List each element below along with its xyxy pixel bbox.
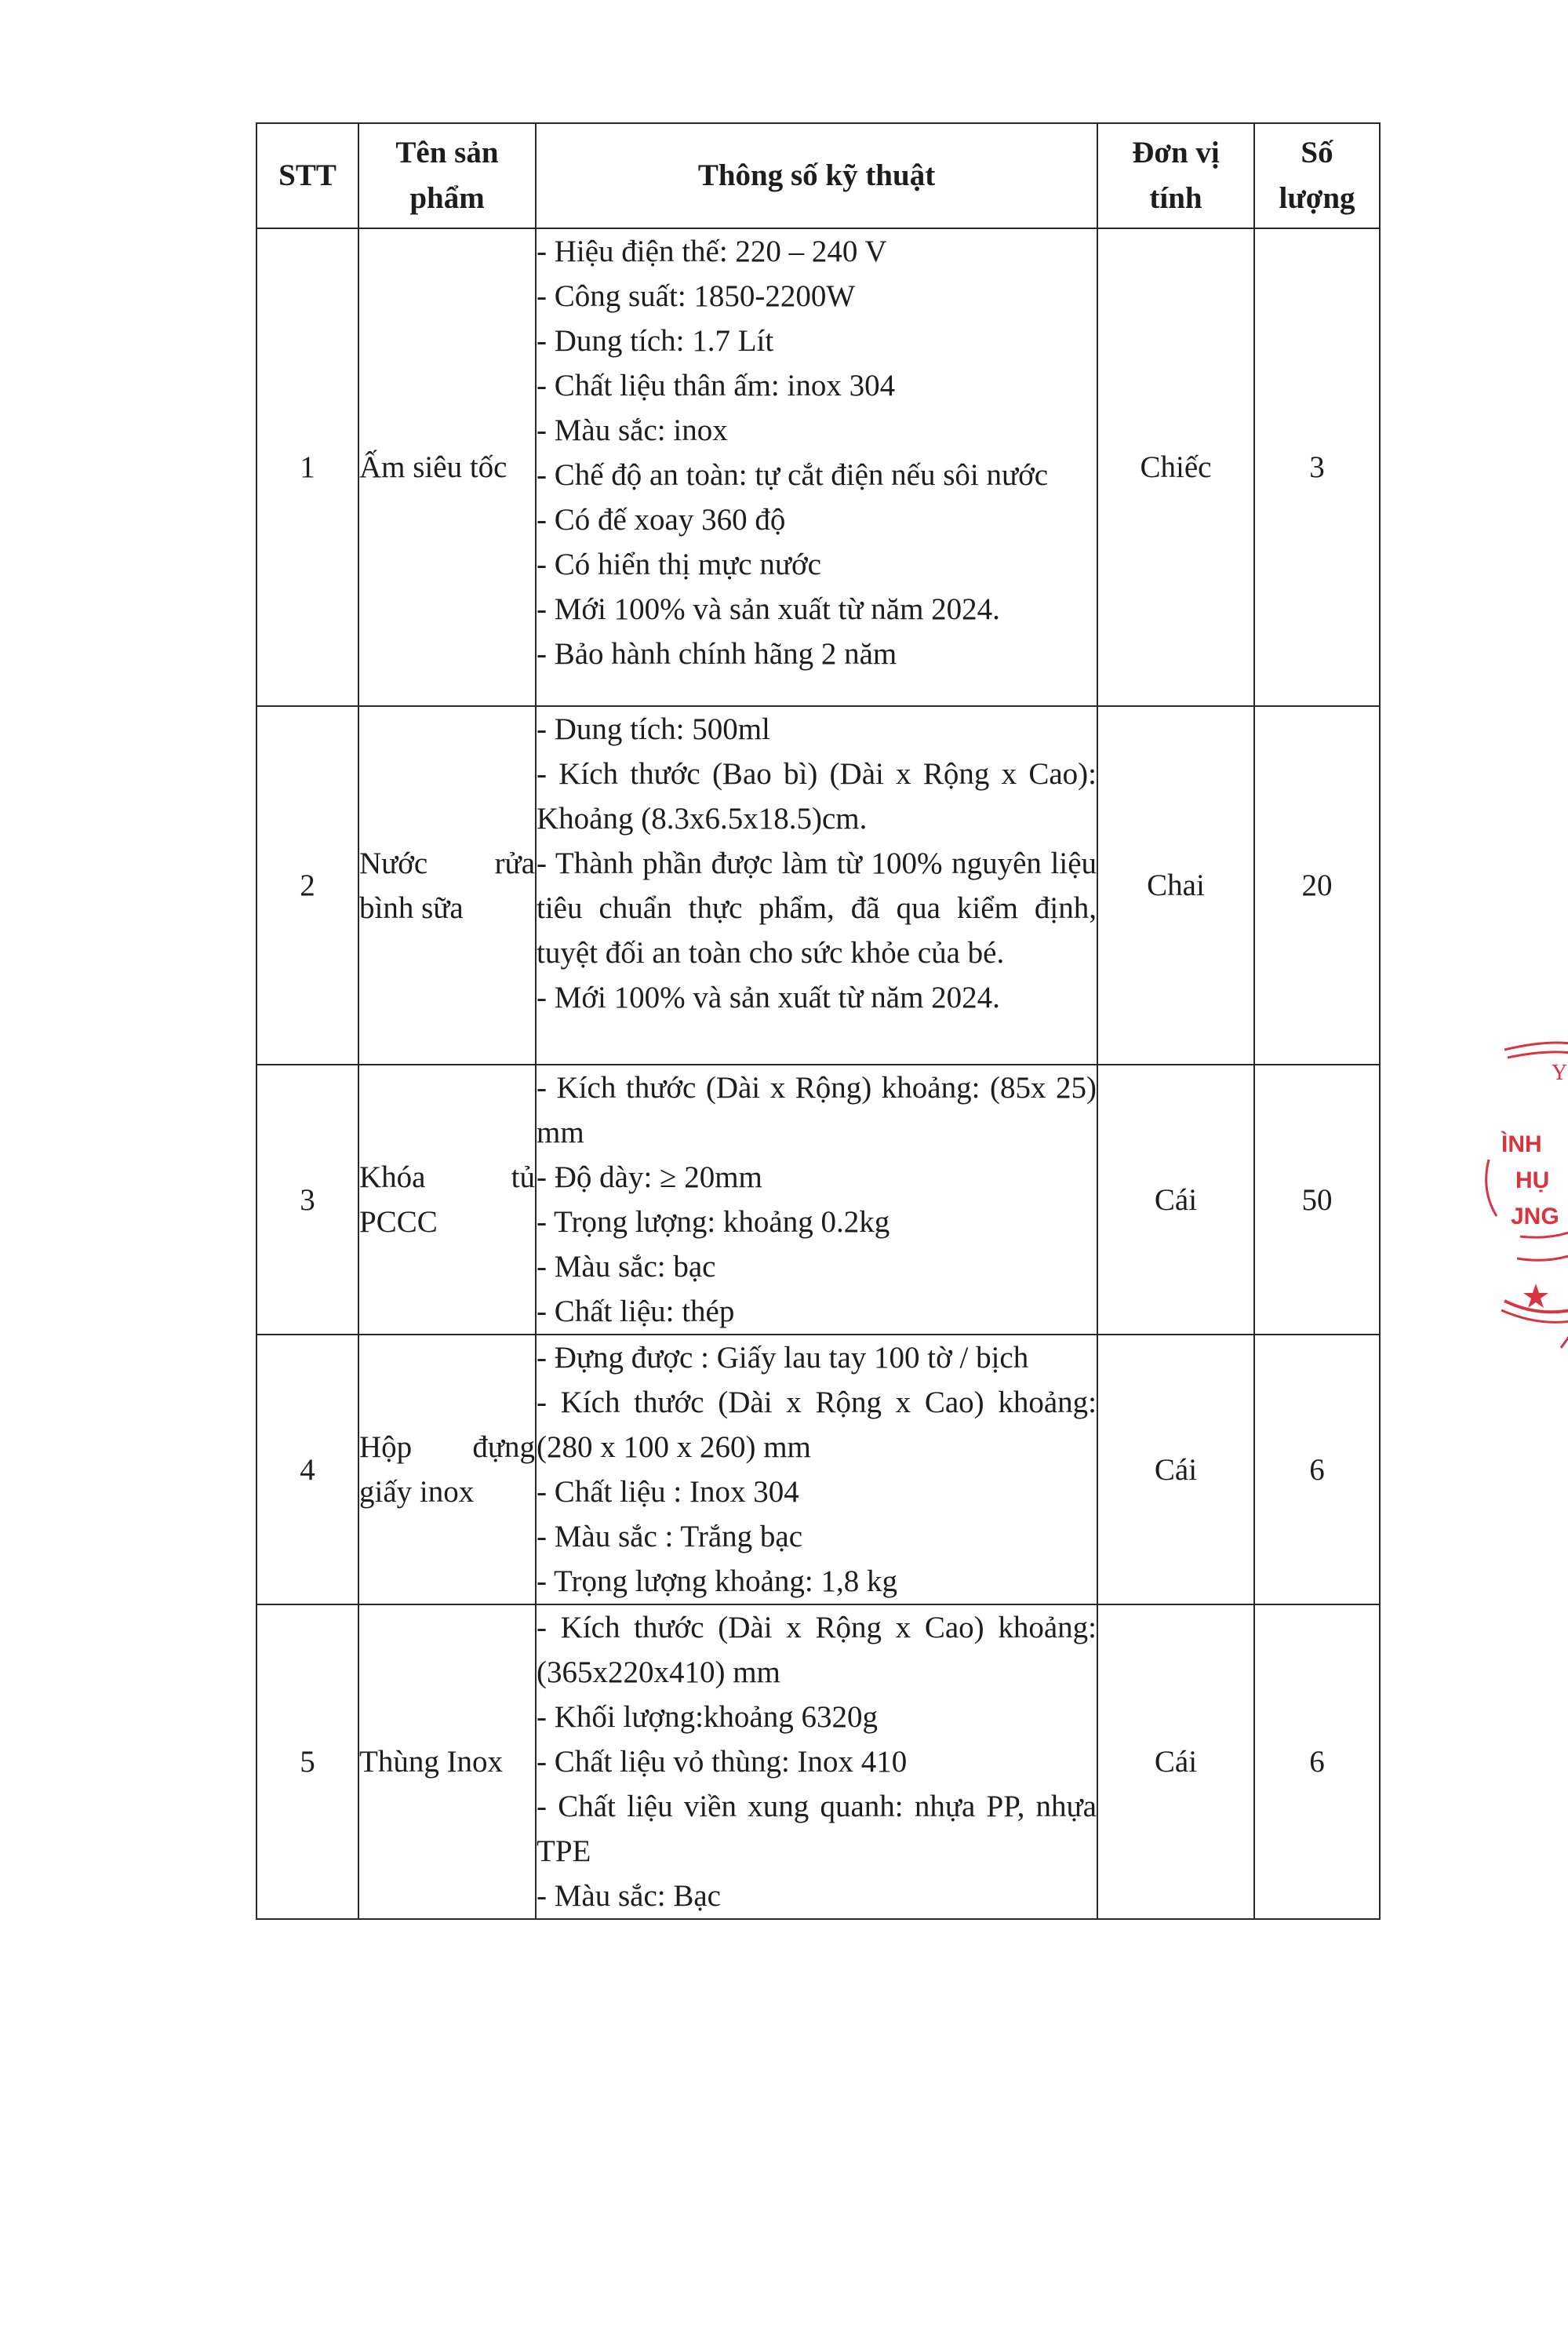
row-unit: Cái [1097, 1335, 1254, 1604]
spec-line: - Kích thước (Dài x Rộng) khoảng: (85x 25) mm [537, 1071, 1097, 1149]
product-spec-table [256, 122, 1381, 1920]
spec-line: - Chất liệu: thép [537, 1295, 735, 1328]
spec-line: - Công suất: 1850-2200W [537, 279, 856, 313]
table-row [256, 706, 1380, 1065]
seal-text-line: ÌNH [1501, 1131, 1542, 1157]
spec-line: - Chất liệu : Inox 304 [537, 1475, 799, 1509]
row-product-name [358, 1604, 536, 1919]
spec-line: - Kích thước (Dài x Rộng x Cao) khoảng: (365x220x410) mm [537, 1611, 1097, 1689]
row-quantity: 3 [1254, 228, 1380, 706]
row-quantity: 6 [1254, 1604, 1380, 1919]
spec-line: - Màu sắc: inox [537, 413, 728, 447]
product-name-text: Nước rửa bình sữa [359, 846, 535, 925]
spec-line: - Có đế xoay 360 độ [537, 503, 786, 537]
spec-list [537, 1335, 1097, 1604]
header-product-name: Tên sản phẩm [358, 123, 536, 228]
row-spec [536, 1065, 1097, 1335]
table-row [256, 1604, 1380, 1919]
row-product-name [358, 1065, 536, 1335]
spec-line: - Chế độ an toàn: tự cắt điện nếu sôi nước [537, 458, 1049, 492]
spec-line: - Chất liệu vỏ thùng: Inox 410 [537, 1745, 908, 1779]
row-stt: 1 [256, 228, 358, 706]
spec-line: - Dung tích: 1.7 Lít [537, 324, 774, 358]
row-product-name [358, 1335, 536, 1604]
row-spec [536, 1604, 1097, 1919]
row-spec [536, 1335, 1097, 1604]
spec-line: - Thành phần được làm từ 100% nguyên liệu tiêu chuẩn thực phẩm, đã qua kiểm định, tuyệt đối an toàn cho sức khỏe của bé. [537, 847, 1097, 970]
spec-line: - Chất liệu viền xung quanh: nhựa PP, nhựa TPE [537, 1790, 1097, 1868]
red-seal-fragment [1473, 1034, 1568, 1364]
spec-line: - Độ dày: ≥ 20mm [537, 1160, 762, 1194]
seal-icon [1473, 1034, 1568, 1364]
spec-line: - Bảo hành chính hãng 2 năm [537, 637, 897, 671]
table-row [256, 1335, 1380, 1604]
seal-star-icon [1523, 1284, 1548, 1308]
table-header-row [256, 123, 1380, 228]
header-stt: STT [256, 123, 358, 228]
header-unit: Đơn vị tính [1097, 123, 1254, 228]
spec-line: - Khối lượng:khoảng 6320g [537, 1700, 878, 1734]
spec-list [537, 707, 1097, 1020]
spec-line: - Màu sắc: bạc [537, 1250, 716, 1284]
spec-list [537, 229, 1097, 676]
row-stt: 2 [256, 706, 358, 1065]
seal-text-line: JNG [1511, 1204, 1559, 1229]
seal-text-line: HỤ [1515, 1167, 1550, 1193]
spec-line: - Hiệu điện thế: 220 – 240 V [537, 235, 887, 268]
row-quantity: 20 [1254, 706, 1380, 1065]
spec-line: - Mới 100% và sản xuất từ năm 2024. [537, 981, 1000, 1014]
spec-line: - Mới 100% và sản xuất từ năm 2024. [537, 592, 1000, 626]
row-unit: Chiếc [1097, 228, 1254, 706]
header-quantity: Số lượng [1254, 123, 1380, 228]
row-unit: Cái [1097, 1604, 1254, 1919]
table-row [256, 1065, 1380, 1335]
row-spec [536, 228, 1097, 706]
seal-text-line: Y [1552, 1061, 1568, 1085]
spec-line: - Trọng lượng: khoảng 0.2kg [537, 1205, 890, 1239]
product-name-text: Hộp đựng giấy inox [359, 1430, 535, 1509]
row-stt: 5 [256, 1604, 358, 1919]
spec-line: - Đựng được : Giấy lau tay 100 tờ / bịch [537, 1341, 1029, 1375]
product-name-text: Ấm siêu tốc [359, 450, 508, 484]
row-spec [536, 706, 1097, 1065]
spec-line: - Trọng lượng khoảng: 1,8 kg [537, 1564, 897, 1598]
table-row [256, 228, 1380, 706]
spec-line: - Có hiển thị mực nước [537, 548, 821, 581]
row-product-name [358, 228, 536, 706]
row-unit: Chai [1097, 706, 1254, 1065]
spec-line: - Màu sắc : Trắng bạc [537, 1520, 803, 1553]
spec-line: - Kích thước (Bao bì) (Dài x Rộng x Cao): Khoảng (8.3x6.5x18.5)cm. [537, 757, 1097, 836]
row-stt: 4 [256, 1335, 358, 1604]
spec-line: - Dung tích: 500ml [537, 712, 770, 746]
row-unit: Cái [1097, 1065, 1254, 1335]
row-stt: 3 [256, 1065, 358, 1335]
product-name-text: Khóa tủ PCCC [359, 1160, 535, 1239]
header-spec: Thông số kỹ thuật [536, 123, 1097, 228]
row-product-name [358, 706, 536, 1065]
spec-line: - Chất liệu thân ấm: inox 304 [537, 369, 896, 402]
spec-list [537, 1605, 1097, 1918]
spec-line: - Kích thước (Dài x Rộng x Cao) khoảng: (280 x 100 x 260) mm [537, 1386, 1097, 1464]
row-quantity: 50 [1254, 1065, 1380, 1335]
row-quantity: 6 [1254, 1335, 1380, 1604]
spec-list [537, 1065, 1097, 1334]
spec-line: - Màu sắc: Bạc [537, 1879, 721, 1913]
product-name-text: Thùng Inox [359, 1745, 504, 1779]
